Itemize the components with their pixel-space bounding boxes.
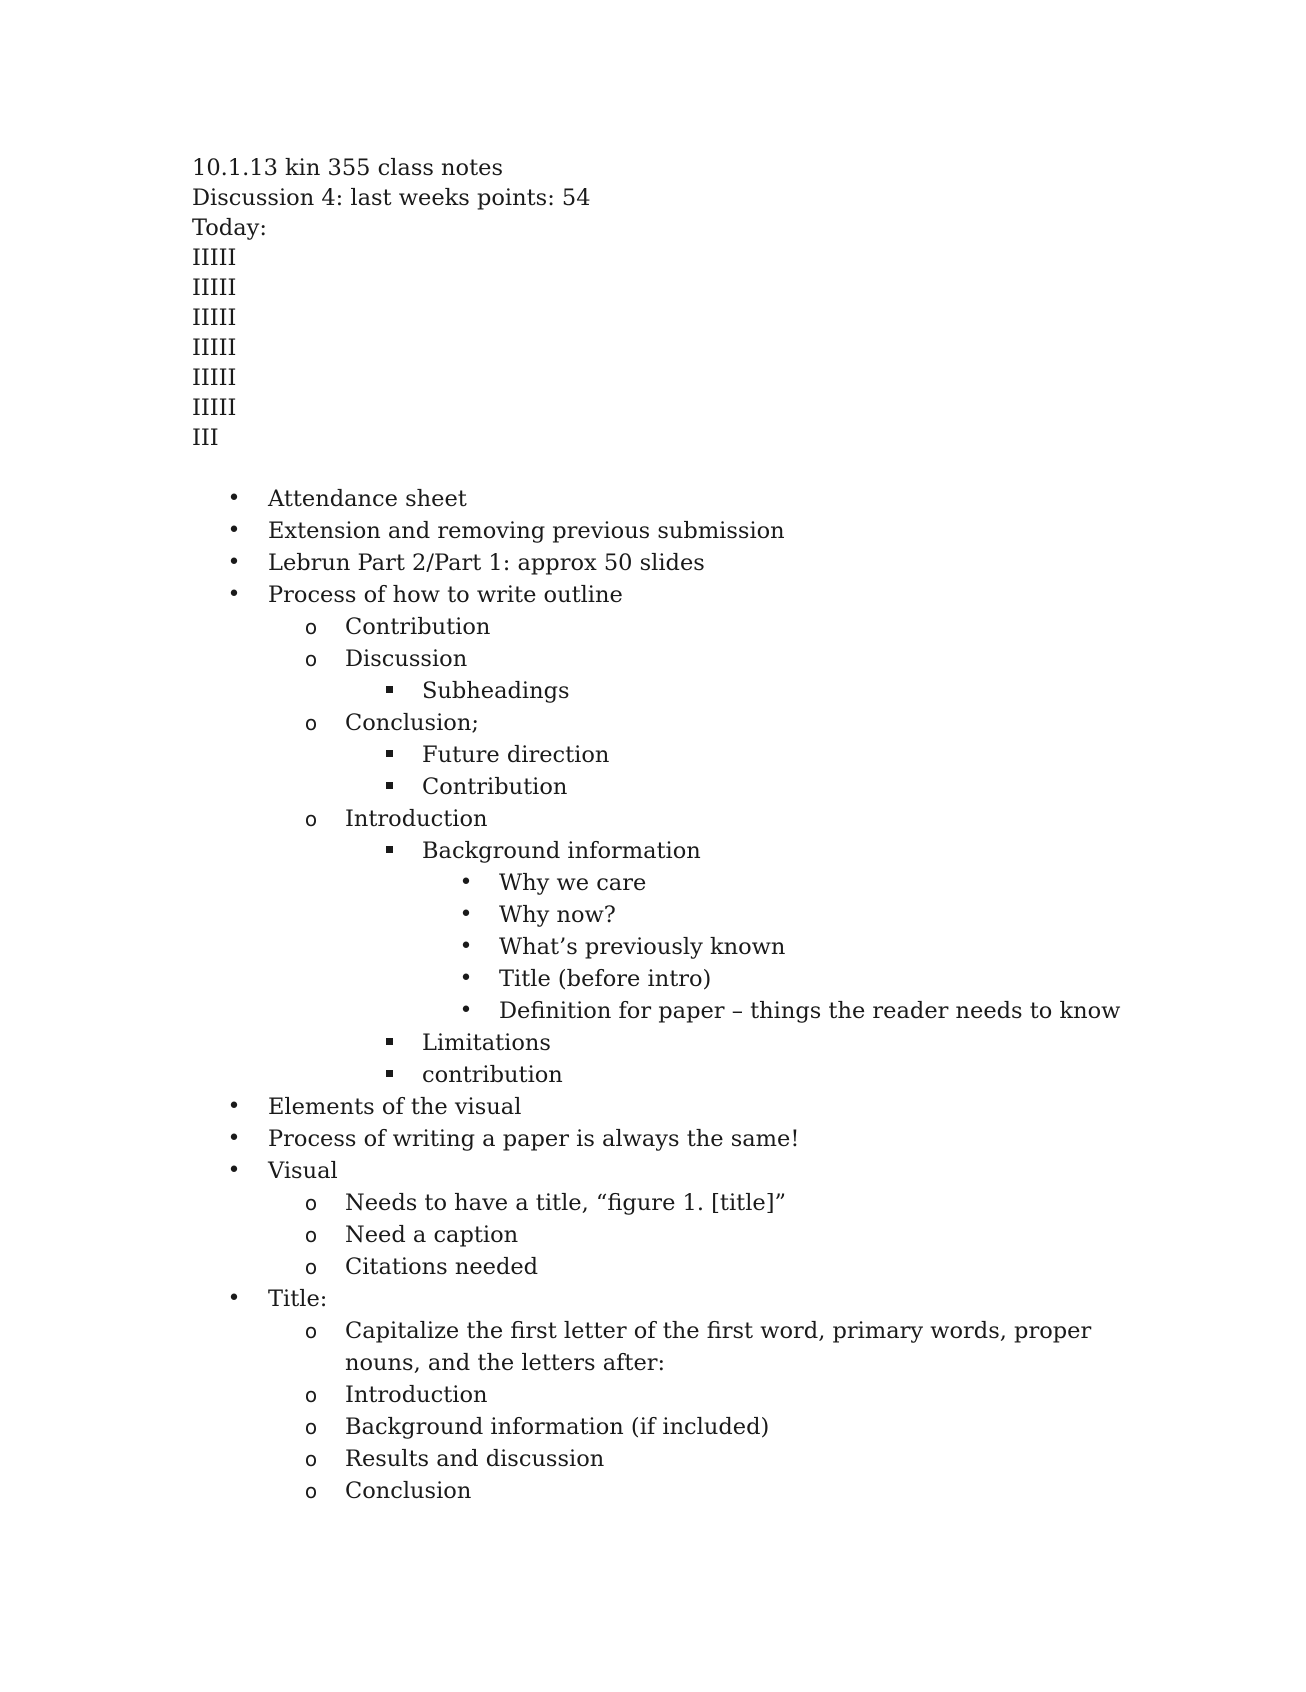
dot-bullet-icon: • — [459, 870, 473, 895]
outline-item-level-2 — [192, 1251, 1152, 1283]
square-bullet-shape — [386, 750, 393, 757]
tally-line: III — [192, 425, 219, 451]
square-bullet-shape — [386, 846, 393, 853]
outline-item-text: Needs to have a title, “figure 1. [title]” — [345, 1190, 787, 1216]
outline-item-text: Capitalize the first letter of the first word, primary words, proper nouns, and the letters after: — [345, 1318, 1092, 1376]
tally-line: IIIII — [192, 395, 237, 421]
outline-item-level-2 — [192, 803, 1152, 835]
outline-item-level-2 — [192, 1219, 1152, 1251]
outline-item-level-2 — [192, 1315, 1152, 1379]
outline-item-text: Title (before intro) — [499, 966, 712, 992]
outline-item-text: Conclusion; — [345, 710, 479, 736]
outline-item-level-1 — [192, 483, 1152, 515]
circle-bullet-icon: o — [304, 1191, 318, 1215]
circle-bullet-icon: o — [304, 1383, 318, 1407]
tally-marks — [192, 243, 1152, 453]
outline-item-level-4 — [192, 995, 1152, 1027]
circle-bullet-icon: o — [304, 711, 318, 735]
outline-item-level-2 — [192, 707, 1152, 739]
discussion-points: Discussion 4: last weeks points: 54 — [192, 185, 591, 211]
circle-bullet-icon: o — [304, 1415, 318, 1439]
outline-item-text: Why now? — [499, 902, 616, 928]
outline-item-text: Background information (if included) — [345, 1414, 770, 1440]
outline-list — [192, 483, 1152, 1507]
dot-bullet-icon: • — [459, 998, 473, 1023]
outline-item-level-4 — [192, 963, 1152, 995]
outline-item-level-2 — [192, 1443, 1152, 1475]
tally-line: IIIII — [192, 335, 237, 361]
outline-item-text: Citations needed — [345, 1254, 539, 1280]
square-bullet-icon — [379, 1027, 399, 1059]
square-bullet-icon — [379, 771, 399, 803]
outline-item-text: Future direction — [422, 742, 610, 768]
outline-item-text: Introduction — [345, 806, 488, 832]
dot-bullet-icon: • — [227, 550, 241, 575]
square-bullet-shape — [386, 686, 393, 693]
outline-item-text: Why we care — [499, 870, 647, 896]
outline-item-text: Introduction — [345, 1382, 488, 1408]
dot-bullet-icon: • — [227, 486, 241, 511]
outline-item-level-1 — [192, 1091, 1152, 1123]
outline-item-level-1 — [192, 1283, 1152, 1315]
dot-bullet-icon: • — [227, 518, 241, 543]
notes-content — [192, 153, 1152, 1507]
outline-item-text: What’s previously known — [499, 934, 786, 960]
outline-item-level-1 — [192, 579, 1152, 611]
dot-bullet-icon: • — [459, 902, 473, 927]
outline-item-level-4 — [192, 899, 1152, 931]
outline-item-text: Elements of the visual — [268, 1094, 522, 1120]
outline-item-level-3 — [192, 835, 1152, 867]
outline-item-level-4 — [192, 931, 1152, 963]
circle-bullet-icon: o — [304, 1479, 318, 1503]
dot-bullet-icon: • — [227, 1094, 241, 1119]
outline-item-text: Contribution — [422, 774, 568, 800]
tally-line: IIIII — [192, 365, 237, 391]
outline-item-level-3 — [192, 771, 1152, 803]
today-label: Today: — [192, 215, 267, 241]
outline-item-level-3 — [192, 1059, 1152, 1091]
square-bullet-icon — [379, 675, 399, 707]
dot-bullet-icon: • — [227, 1286, 241, 1311]
outline-item-text: Conclusion — [345, 1478, 472, 1504]
dot-bullet-icon: • — [227, 1126, 241, 1151]
square-bullet-shape — [386, 782, 393, 789]
circle-bullet-icon: o — [304, 1255, 318, 1279]
outline-item-text: Lebrun Part 2/Part 1: approx 50 slides — [268, 550, 705, 576]
outline-item-level-2 — [192, 1411, 1152, 1443]
dot-bullet-icon: • — [227, 1158, 241, 1183]
outline-item-level-1 — [192, 1123, 1152, 1155]
circle-bullet-icon: o — [304, 647, 318, 671]
outline-item-level-2 — [192, 611, 1152, 643]
outline-item-text: Contribution — [345, 614, 491, 640]
outline-item-text: Subheadings — [422, 678, 570, 704]
outline-item-text: Process of how to write outline — [268, 582, 623, 608]
circle-bullet-icon: o — [304, 1223, 318, 1247]
square-bullet-shape — [386, 1070, 393, 1077]
tally-line: IIIII — [192, 245, 237, 271]
circle-bullet-icon: o — [304, 807, 318, 831]
spacer — [192, 453, 1152, 483]
dot-bullet-icon: • — [459, 934, 473, 959]
outline-item-text: Discussion — [345, 646, 468, 672]
outline-item-text: Background information — [422, 838, 701, 864]
outline-item-level-4 — [192, 867, 1152, 899]
tally-line: IIIII — [192, 305, 237, 331]
outline-item-text: Need a caption — [345, 1222, 519, 1248]
outline-item-level-2 — [192, 1379, 1152, 1411]
outline-item-level-2 — [192, 1187, 1152, 1219]
outline-item-text: Attendance sheet — [268, 486, 467, 512]
outline-item-level-3 — [192, 739, 1152, 771]
outline-item-level-1 — [192, 1155, 1152, 1187]
dot-bullet-icon: • — [459, 966, 473, 991]
circle-bullet-icon: o — [304, 615, 318, 639]
outline-item-text: Results and discussion — [345, 1446, 605, 1472]
outline-item-level-1 — [192, 547, 1152, 579]
outline-item-level-1 — [192, 515, 1152, 547]
outline-item-level-2 — [192, 1475, 1152, 1507]
dot-bullet-icon: • — [227, 582, 241, 607]
circle-bullet-icon: o — [304, 1447, 318, 1471]
square-bullet-icon — [379, 835, 399, 867]
square-bullet-shape — [386, 1038, 393, 1045]
outline-item-level-3 — [192, 675, 1152, 707]
outline-item-level-3 — [192, 1027, 1152, 1059]
outline-item-text: contribution — [422, 1062, 563, 1088]
outline-item-level-2 — [192, 643, 1152, 675]
outline-item-text: Visual — [268, 1158, 338, 1184]
outline-item-text: Extension and removing previous submission — [268, 518, 785, 544]
outline-item-text: Limitations — [422, 1030, 551, 1056]
outline-item-text: Definition for paper – things the reader needs to know — [499, 998, 1121, 1024]
notes-title: 10.1.13 kin 355 class notes — [192, 155, 504, 181]
circle-bullet-icon: o — [304, 1319, 318, 1343]
square-bullet-icon — [379, 739, 399, 771]
outline-item-text: Title: — [268, 1286, 328, 1312]
outline-item-text: Process of writing a paper is always the same! — [268, 1126, 800, 1152]
tally-line: IIIII — [192, 275, 237, 301]
square-bullet-icon — [379, 1059, 399, 1091]
